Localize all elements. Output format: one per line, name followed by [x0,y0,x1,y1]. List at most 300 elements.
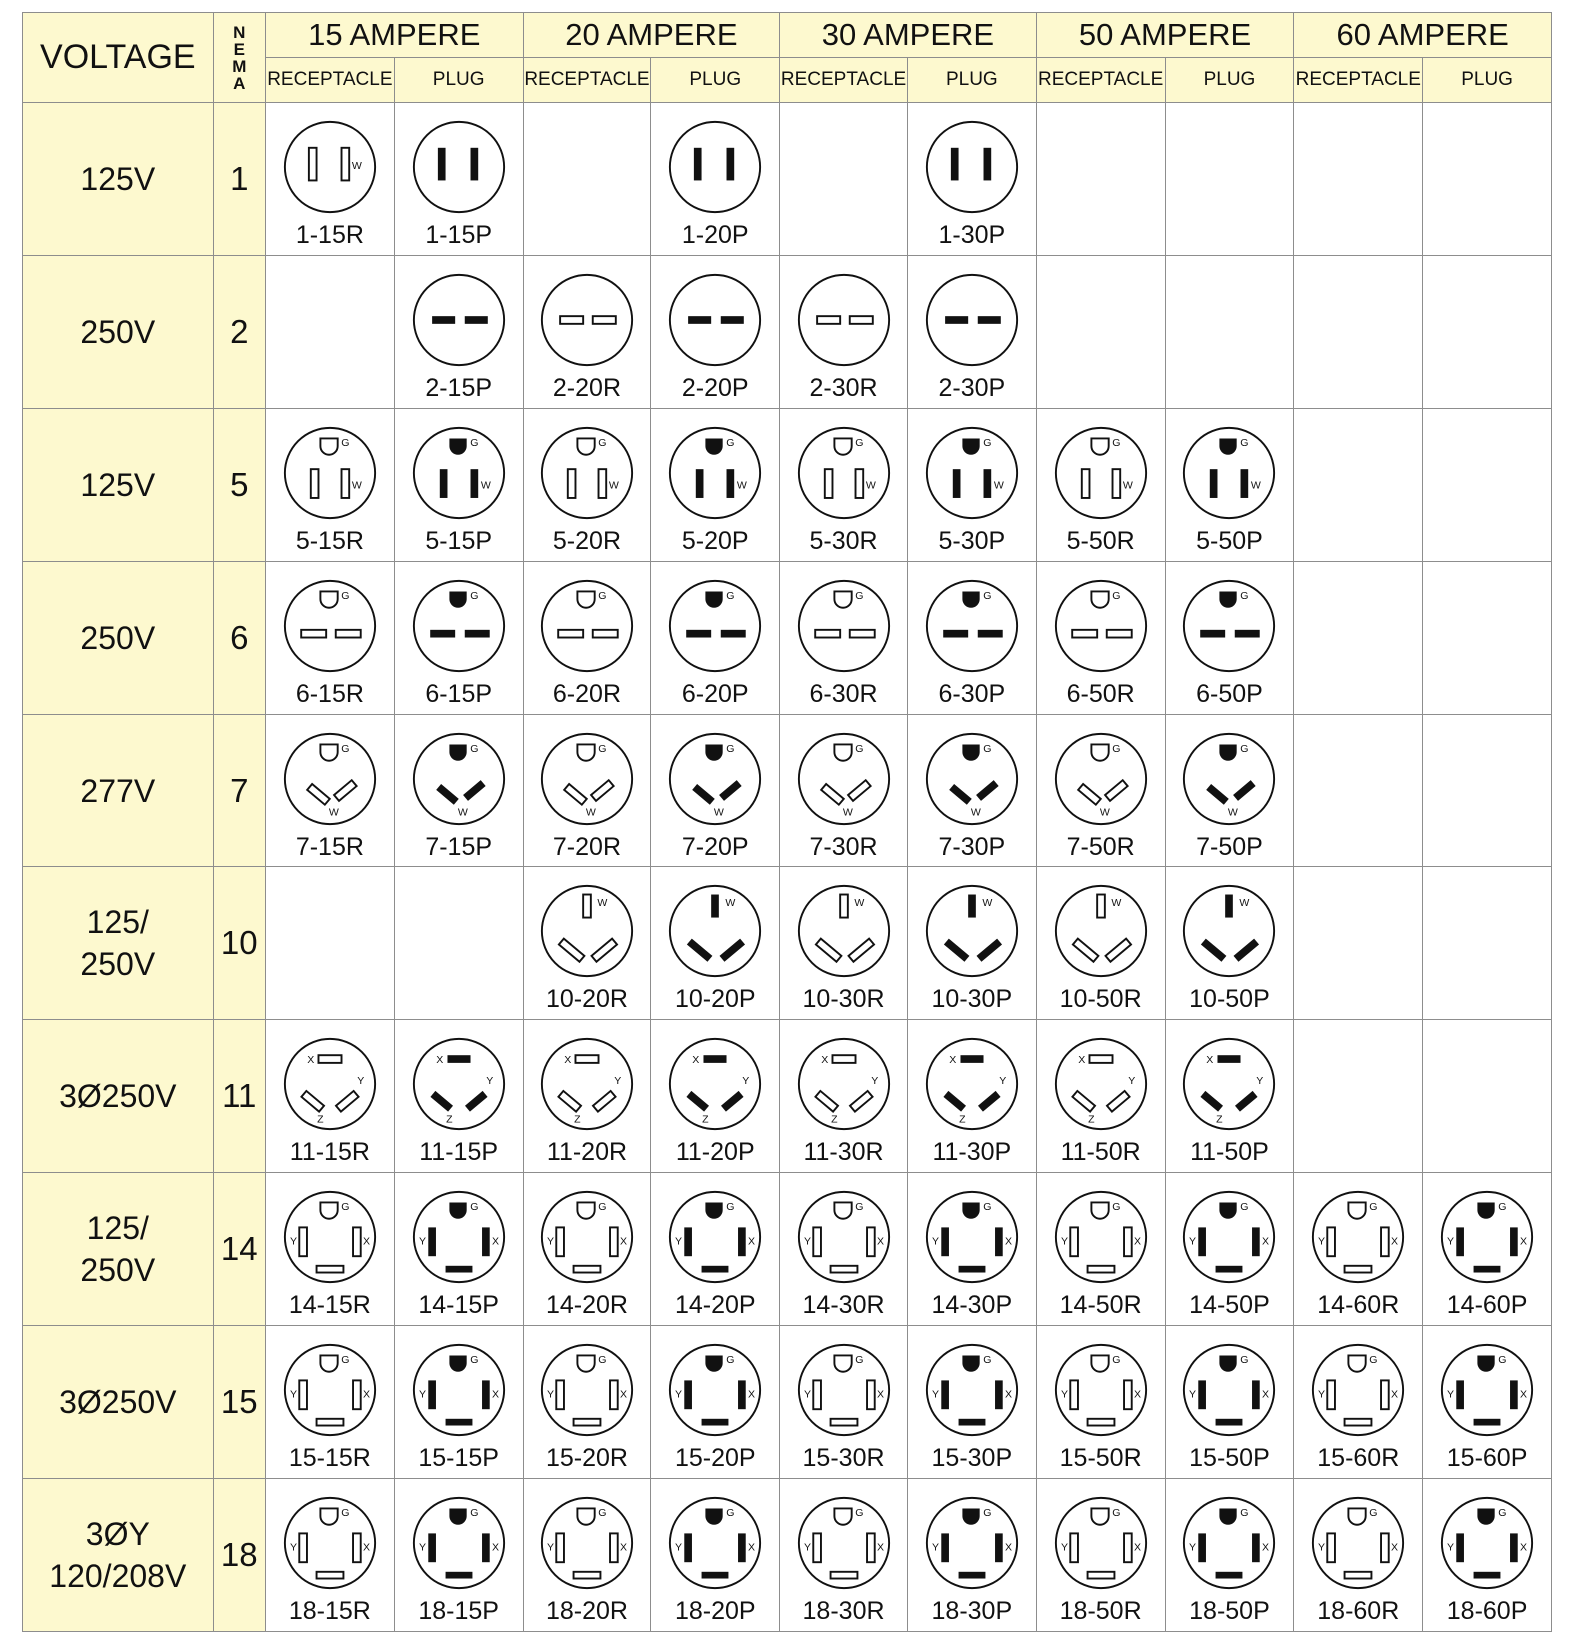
configuration-code: 7-15P [425,832,493,861]
receptacle-cell [780,1479,908,1632]
svg-text:Y: Y [675,1235,683,1248]
configuration-code: 2-20R [552,373,621,402]
configuration-code: 7-30R [809,832,878,861]
configuration-code: 5-20P [681,526,749,555]
svg-text:X: X [1391,1541,1399,1554]
voltage-cell [23,1020,214,1173]
voltage-text: 250V [80,619,156,656]
plug-cell [907,1326,1036,1479]
svg-text:W: W [328,805,339,818]
configuration-code: 11-50R [1060,1138,1141,1167]
outlet-face-icon [924,1495,1020,1591]
svg-text:X: X [362,1235,370,1248]
receptacle-cell [1294,1326,1423,1479]
outlet-face-icon [667,1342,763,1438]
plug-cell [907,561,1036,714]
configuration-code: 18-60R [1317,1597,1400,1625]
svg-text:W: W [737,479,748,492]
svg-text:Y: Y [1060,1235,1068,1248]
svg-text:Y: Y [1127,1075,1135,1088]
receptacle-cell [523,1173,651,1326]
nema-letter: N [233,22,246,42]
configuration-code: 1-30P [938,220,1006,249]
voltage-text: 125/ [86,904,149,941]
empty-cell [1165,255,1294,408]
svg-text:G: G [1498,1507,1507,1520]
plug-subheader: PLUG [1165,58,1294,103]
plug-cell [907,1173,1036,1326]
voltage-cell [23,408,214,561]
nema-number: 18 [213,1479,265,1632]
outlet-face-icon [924,578,1020,674]
configuration-code: 15-15R [288,1444,371,1473]
receptacle-cell [265,1173,394,1326]
outlet-face-icon [1310,1189,1406,1285]
nema-number: 6 [213,561,265,714]
receptacle-cell [523,714,651,867]
svg-text:G: G [1111,589,1121,602]
receptacle-cell [265,1326,394,1479]
outlet-face-icon [796,1036,892,1132]
svg-text:G: G [726,1507,735,1520]
svg-text:G: G [1240,742,1249,755]
svg-text:G: G [1498,1201,1507,1214]
configuration-code: 5-15P [425,526,493,555]
svg-text:G: G [854,1354,864,1367]
svg-text:Y: Y [289,1541,297,1554]
plug-cell [394,408,523,561]
outlet-face-icon [282,731,378,827]
svg-text:X: X [491,1541,499,1554]
receptacle-cell [523,1326,651,1479]
nema-number: 5 [213,408,265,561]
outlet-face-icon [411,1189,507,1285]
configuration-code: 11-20P [675,1138,755,1167]
svg-text:Y: Y [546,1388,554,1401]
plug-cell [394,1479,523,1632]
nema-row [23,255,1552,408]
svg-text:X: X [748,1541,756,1554]
nema-configuration-chart [22,12,1552,1632]
configuration-code: 14-15P [418,1291,499,1320]
nema-number: 10 [213,867,265,1020]
receptacle-cell [265,408,394,561]
plug-cell [1423,1479,1552,1632]
svg-text:G: G [726,742,735,755]
plug-cell [651,1020,780,1173]
receptacle-cell [1036,1326,1165,1479]
outlet-face-icon [411,272,507,368]
voltage-text: 277V [80,772,156,809]
plug-cell [651,255,780,408]
svg-text:Y: Y [931,1541,939,1554]
svg-text:X: X [435,1054,443,1067]
svg-text:G: G [726,436,735,449]
outlet-face-icon [796,425,892,521]
configuration-code: 5-30R [809,526,878,555]
outlet-face-icon [539,578,635,674]
svg-text:X: X [1133,1388,1141,1401]
svg-text:G: G [598,742,607,755]
svg-text:G: G [1111,1201,1121,1214]
plug-cell [907,1020,1036,1173]
configuration-code: 7-20P [681,832,749,861]
outlet-face-icon [539,883,635,979]
empty-cell [1036,103,1165,256]
plug-cell [651,408,780,561]
svg-text:X: X [1520,1541,1528,1554]
outlet-face-icon [282,1189,378,1285]
configuration-code: 14-15R [288,1291,371,1320]
plug-cell [1165,1020,1294,1173]
svg-text:W: W [351,479,362,492]
ampere-20-header: 20 AMPERE [523,13,780,58]
svg-text:Z: Z [1087,1113,1095,1126]
voltage-cell [23,1326,214,1479]
configuration-code: 15-60R [1317,1444,1400,1473]
empty-cell [1294,1020,1423,1173]
receptacle-cell [1036,714,1165,867]
svg-text:Y: Y [803,1235,811,1248]
svg-text:G: G [726,589,735,602]
svg-text:X: X [1133,1541,1141,1554]
svg-text:X: X [619,1541,627,1554]
svg-text:Y: Y [675,1541,683,1554]
receptacle-subheader: RECEPTACLE [1036,58,1165,103]
receptacle-cell [265,561,394,714]
outlet-face-icon [1181,731,1277,827]
svg-text:X: X [1077,1054,1085,1067]
voltage-text: 3Ø250V [59,1078,177,1115]
svg-text:X: X [619,1235,627,1248]
configuration-code: 7-20R [552,832,621,861]
plug-subheader: PLUG [651,58,780,103]
outlet-face-icon [1053,1036,1149,1132]
outlet-face-icon [282,1342,378,1438]
configuration-code: 6-15R [295,679,364,708]
svg-text:G: G [854,742,864,755]
svg-text:W: W [982,897,993,910]
svg-text:X: X [1262,1235,1270,1248]
svg-text:Y: Y [1060,1541,1068,1554]
outlet-face-icon [282,119,378,215]
outlet-face-icon [667,272,763,368]
outlet-face-icon [667,731,763,827]
svg-text:W: W [993,479,1004,492]
svg-text:G: G [854,1507,864,1520]
svg-text:W: W [1111,897,1121,910]
svg-text:Z: Z [445,1113,453,1126]
svg-text:G: G [1111,1507,1121,1520]
svg-text:Y: Y [803,1541,811,1554]
plug-cell [651,103,780,256]
configuration-code: 14-60P [1446,1291,1528,1320]
svg-text:Z: Z [959,1113,966,1126]
svg-text:Z: Z [317,1113,324,1126]
plug-cell [1165,1479,1294,1632]
empty-cell [265,255,394,408]
nema-row [23,408,1552,561]
plug-cell [651,867,780,1020]
svg-text:W: W [1122,479,1133,492]
svg-text:G: G [983,436,992,449]
voltage-text: 125V [80,160,156,197]
plug-cell [394,1020,523,1173]
nema-column-header [213,13,265,103]
svg-text:X: X [876,1541,884,1554]
configuration-code: 18-30P [931,1597,1013,1625]
svg-text:G: G [341,589,350,602]
configuration-code: 15-20P [674,1444,756,1473]
svg-text:G: G [341,1507,350,1520]
plug-cell [907,1479,1036,1632]
svg-text:X: X [692,1054,700,1067]
configuration-code: 15-30R [802,1444,885,1473]
svg-text:G: G [1240,589,1249,602]
outlet-face-icon [539,1495,635,1591]
configuration-code: 10-50R [1059,985,1142,1014]
empty-cell [1423,408,1552,561]
outlet-face-icon [667,1495,763,1591]
nema-letter: M [232,56,247,76]
configuration-code: 15-50R [1059,1444,1142,1473]
nema-number: 14 [213,1173,265,1326]
outlet-face-icon [667,425,763,521]
plug-cell [907,867,1036,1020]
receptacle-cell [523,255,651,408]
plug-cell [394,714,523,867]
svg-text:W: W [853,897,864,910]
configuration-code: 15-20R [545,1444,628,1473]
svg-text:W: W [585,805,596,818]
receptacle-cell [265,1479,394,1632]
configuration-code: 7-50P [1196,832,1263,861]
empty-cell [523,103,651,256]
svg-text:W: W [842,805,853,818]
configuration-code: 15-50P [1189,1444,1270,1473]
receptacle-cell [265,1020,394,1173]
svg-text:X: X [1391,1388,1399,1401]
configuration-code: 18-50P [1189,1597,1270,1625]
voltage-text: 250V [80,313,156,350]
receptacle-cell [1294,1479,1423,1632]
receptacle-cell [523,1020,651,1173]
svg-text:Y: Y [614,1075,622,1088]
svg-text:X: X [1133,1235,1141,1248]
outlet-face-icon [1310,1342,1406,1438]
configuration-code: 2-15P [425,373,493,402]
outlet-face-icon [1053,578,1149,674]
svg-text:Y: Y [931,1235,939,1248]
configuration-code: 14-60R [1317,1291,1400,1320]
configuration-code: 11-15R [289,1138,370,1167]
svg-text:W: W [480,479,491,492]
svg-text:Y: Y [1256,1075,1264,1088]
nema-row [23,1326,1552,1479]
svg-text:G: G [469,1507,479,1520]
svg-text:G: G [341,1201,350,1214]
empty-cell [394,867,523,1020]
svg-text:G: G [469,1201,479,1214]
svg-text:G: G [598,436,607,449]
receptacle-cell [1036,408,1165,561]
outlet-face-icon [1181,883,1277,979]
configuration-code: 5-50R [1066,526,1135,555]
configuration-code: 18-60P [1446,1597,1528,1625]
ampere-60-header: 60 AMPERE [1294,13,1552,58]
configuration-code: 5-30P [938,526,1006,555]
empty-cell [1423,561,1552,714]
svg-text:Y: Y [931,1388,939,1401]
svg-text:G: G [598,1354,607,1367]
outlet-face-icon [411,731,507,827]
outlet-face-icon [796,1342,892,1438]
plug-cell [1165,408,1294,561]
nema-number: 1 [213,103,265,256]
svg-text:W: W [714,805,725,818]
configuration-code: 18-15R [288,1597,371,1625]
svg-text:G: G [1240,1201,1249,1214]
nema-number: 15 [213,1326,265,1479]
configuration-code: 6-30P [938,679,1006,708]
svg-text:Y: Y [1447,1235,1455,1248]
plug-cell [394,561,523,714]
configuration-code: 11-50P [1190,1138,1269,1167]
svg-text:Z: Z [574,1113,581,1126]
svg-text:Y: Y [418,1235,426,1248]
configuration-code: 11-15P [419,1138,499,1167]
voltage-column-header: VOLTAGE [23,13,214,103]
svg-text:X: X [876,1235,884,1248]
svg-text:Y: Y [485,1075,493,1088]
svg-text:X: X [949,1054,957,1067]
svg-text:G: G [1240,1354,1249,1367]
plug-cell [907,255,1036,408]
plug-cell [907,408,1036,561]
configuration-code: 1-20P [681,220,749,249]
svg-text:W: W [725,897,736,910]
configuration-code: 6-30R [809,679,878,708]
configuration-code: 6-20R [552,679,621,708]
nema-row [23,1479,1552,1632]
receptacle-cell [780,255,908,408]
svg-text:X: X [362,1388,370,1401]
plug-cell [907,714,1036,867]
plug-subheader: PLUG [1423,58,1552,103]
svg-text:Y: Y [1447,1388,1455,1401]
svg-text:G: G [1369,1201,1378,1214]
svg-text:X: X [876,1388,884,1401]
outlet-face-icon [924,1036,1020,1132]
outlet-face-icon [796,731,892,827]
outlet-face-icon [411,1495,507,1591]
outlet-face-icon [411,1036,507,1132]
empty-cell [1294,408,1423,561]
svg-text:G: G [854,436,864,449]
configuration-code: 6-50P [1196,679,1263,708]
outlet-face-icon [539,272,635,368]
plug-cell [394,255,523,408]
svg-text:W: W [351,159,362,172]
configuration-code: 11-20R [546,1138,628,1167]
svg-text:G: G [341,1354,350,1367]
svg-text:Y: Y [546,1541,554,1554]
nema-letter: E [233,39,245,59]
configuration-code: 6-15P [425,679,493,708]
svg-text:X: X [1262,1388,1270,1401]
outlet-face-icon [539,425,635,521]
plug-cell [651,1173,780,1326]
configuration-code: 14-50P [1189,1291,1270,1320]
svg-text:Y: Y [1318,1388,1326,1401]
outlet-face-icon [924,883,1020,979]
svg-text:X: X [362,1541,370,1554]
outlet-face-icon [282,1036,378,1132]
empty-cell [1294,103,1423,256]
plug-cell [394,103,523,256]
configuration-code: 18-20R [545,1597,628,1625]
outlet-face-icon [1181,1495,1277,1591]
svg-text:Y: Y [675,1388,683,1401]
svg-text:X: X [1206,1054,1214,1067]
svg-text:G: G [854,1201,864,1214]
empty-cell [1036,255,1165,408]
nema-row [23,714,1552,867]
plug-cell [1423,1173,1552,1326]
empty-cell [1423,714,1552,867]
outlet-face-icon [1181,1189,1277,1285]
svg-text:X: X [619,1388,627,1401]
svg-text:W: W [1239,897,1250,910]
svg-text:Y: Y [803,1388,811,1401]
outlet-face-icon [924,425,1020,521]
receptacle-cell [523,867,651,1020]
receptacle-subheader: RECEPTACLE [523,58,651,103]
voltage-text: 125V [80,466,156,503]
plug-cell [394,1173,523,1326]
svg-text:W: W [865,479,876,492]
receptacle-cell [1036,561,1165,714]
svg-text:Y: Y [999,1075,1007,1088]
svg-text:X: X [307,1054,315,1067]
configuration-code: 1-15R [295,220,364,249]
voltage-cell [23,1173,214,1326]
svg-text:G: G [598,1507,607,1520]
voltage-cell [23,714,214,867]
svg-text:X: X [564,1054,572,1067]
outlet-face-icon [924,1342,1020,1438]
plug-cell [394,1326,523,1479]
configuration-code: 2-30R [809,373,878,402]
svg-text:G: G [983,1507,992,1520]
configuration-code: 10-50P [1189,985,1270,1014]
outlet-face-icon [539,1036,635,1132]
svg-text:G: G [469,742,479,755]
receptacle-cell [265,714,394,867]
svg-text:G: G [983,1201,992,1214]
receptacle-cell [1036,1173,1165,1326]
svg-text:W: W [597,897,608,910]
configuration-code: 15-15P [418,1444,499,1473]
outlet-face-icon [924,119,1020,215]
plug-cell [651,1479,780,1632]
svg-text:G: G [469,589,479,602]
outlet-face-icon [411,1342,507,1438]
configuration-code: 14-50R [1059,1291,1142,1320]
configuration-code: 1-15P [425,220,493,249]
voltage-cell [23,103,214,256]
empty-cell [1294,867,1423,1020]
